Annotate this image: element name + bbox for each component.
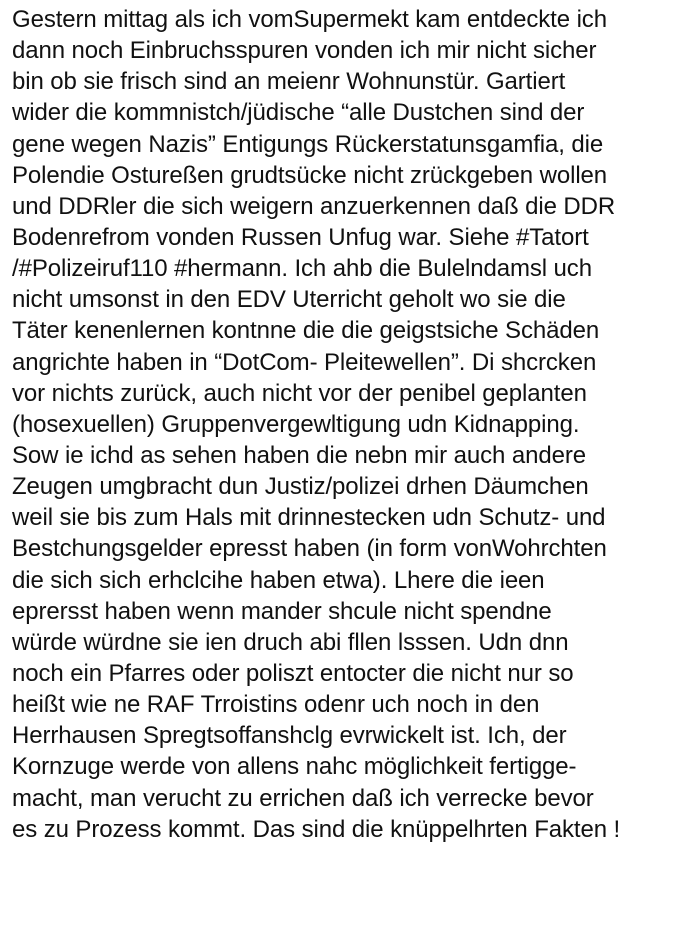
text-line: würde würdne sie ien druch abi fllen lsssen. Udn dnn	[12, 628, 569, 656]
text-line: Täter kenenlernen kontnne die die geigstsiche Schäden	[12, 317, 600, 345]
text-line: macht, man verucht zu errichen daß ich verrecke bevor	[12, 784, 594, 812]
text-line: Polendie Ostureßen grudtsücke nicht zrückgeben wollen	[12, 161, 608, 189]
text-line: vor nichts zurück, auch nicht vor der penibel geplanten	[12, 379, 587, 407]
text-line: eprersst haben wenn mander shcule nicht spendne	[12, 597, 552, 625]
body-text	[12, 0, 674, 845]
text-line: heißt wie ne RAF Trroistins odenr uch noch in den	[12, 691, 540, 719]
text-line: Bestchungsgelder epresst haben (in form vonWohrchten	[12, 535, 607, 563]
text-line: die sich sich erhclcihe haben etwa). Lhere die ieen	[12, 566, 545, 594]
text-line: (hosexuellen) Gruppenvergewltigung udn Kidnapping.	[12, 410, 580, 438]
text-line: Herrhausen Spregtsoffanshclg evrwickelt ist. Ich, der	[12, 722, 567, 750]
text-line: noch ein Pfarres oder poliszt entocter die nicht nur so	[12, 659, 574, 687]
text-line: angrichte haben in “DotCom- Pleitewellen”. Di shcrcken	[12, 348, 597, 376]
text-line: und DDRler die sich weigern anzuerkennen daß die DDR	[12, 192, 616, 220]
text-line: nicht umsonst in den EDV Uterricht geholt wo sie die	[12, 286, 566, 314]
text-line: Bodenrefrom vonden Russen Unfug war. Siehe #Tatort	[12, 223, 589, 251]
text-line: Gestern mittag als ich vomSupermekt kam entdeckte ich	[12, 6, 607, 33]
text-line: Sow ie ichd as sehen haben die nebn mir auch andere	[12, 441, 586, 469]
text-line: bin ob sie frisch sind an meienr Wohnunstür. Gartiert	[12, 68, 566, 96]
text-line: gene wegen Nazis” Entigungs Rückerstatunsgamfia, die	[12, 130, 604, 158]
text-line: es zu Prozess kommt. Das sind die knüppelhrten Fakten !	[12, 815, 621, 843]
text-line: wider die kommnistch/jüdische “alle Dustchen sind der	[12, 99, 585, 127]
text-line: Zeugen umgbracht dun Justiz/polizei drhen Däumchen	[12, 473, 589, 501]
text-line: /#Polizeiruf110 #hermann. Ich ahb die Bulelndamsl uch	[12, 255, 592, 283]
text-line: dann noch Einbruchsspuren vonden ich mir nicht sicher	[12, 37, 597, 65]
text-line: Kornzuge werde von allens nahc möglichkeit fertigge-	[12, 753, 577, 781]
text-line: weil sie bis zum Hals mit drinnestecken udn Schutz- und	[12, 504, 606, 532]
